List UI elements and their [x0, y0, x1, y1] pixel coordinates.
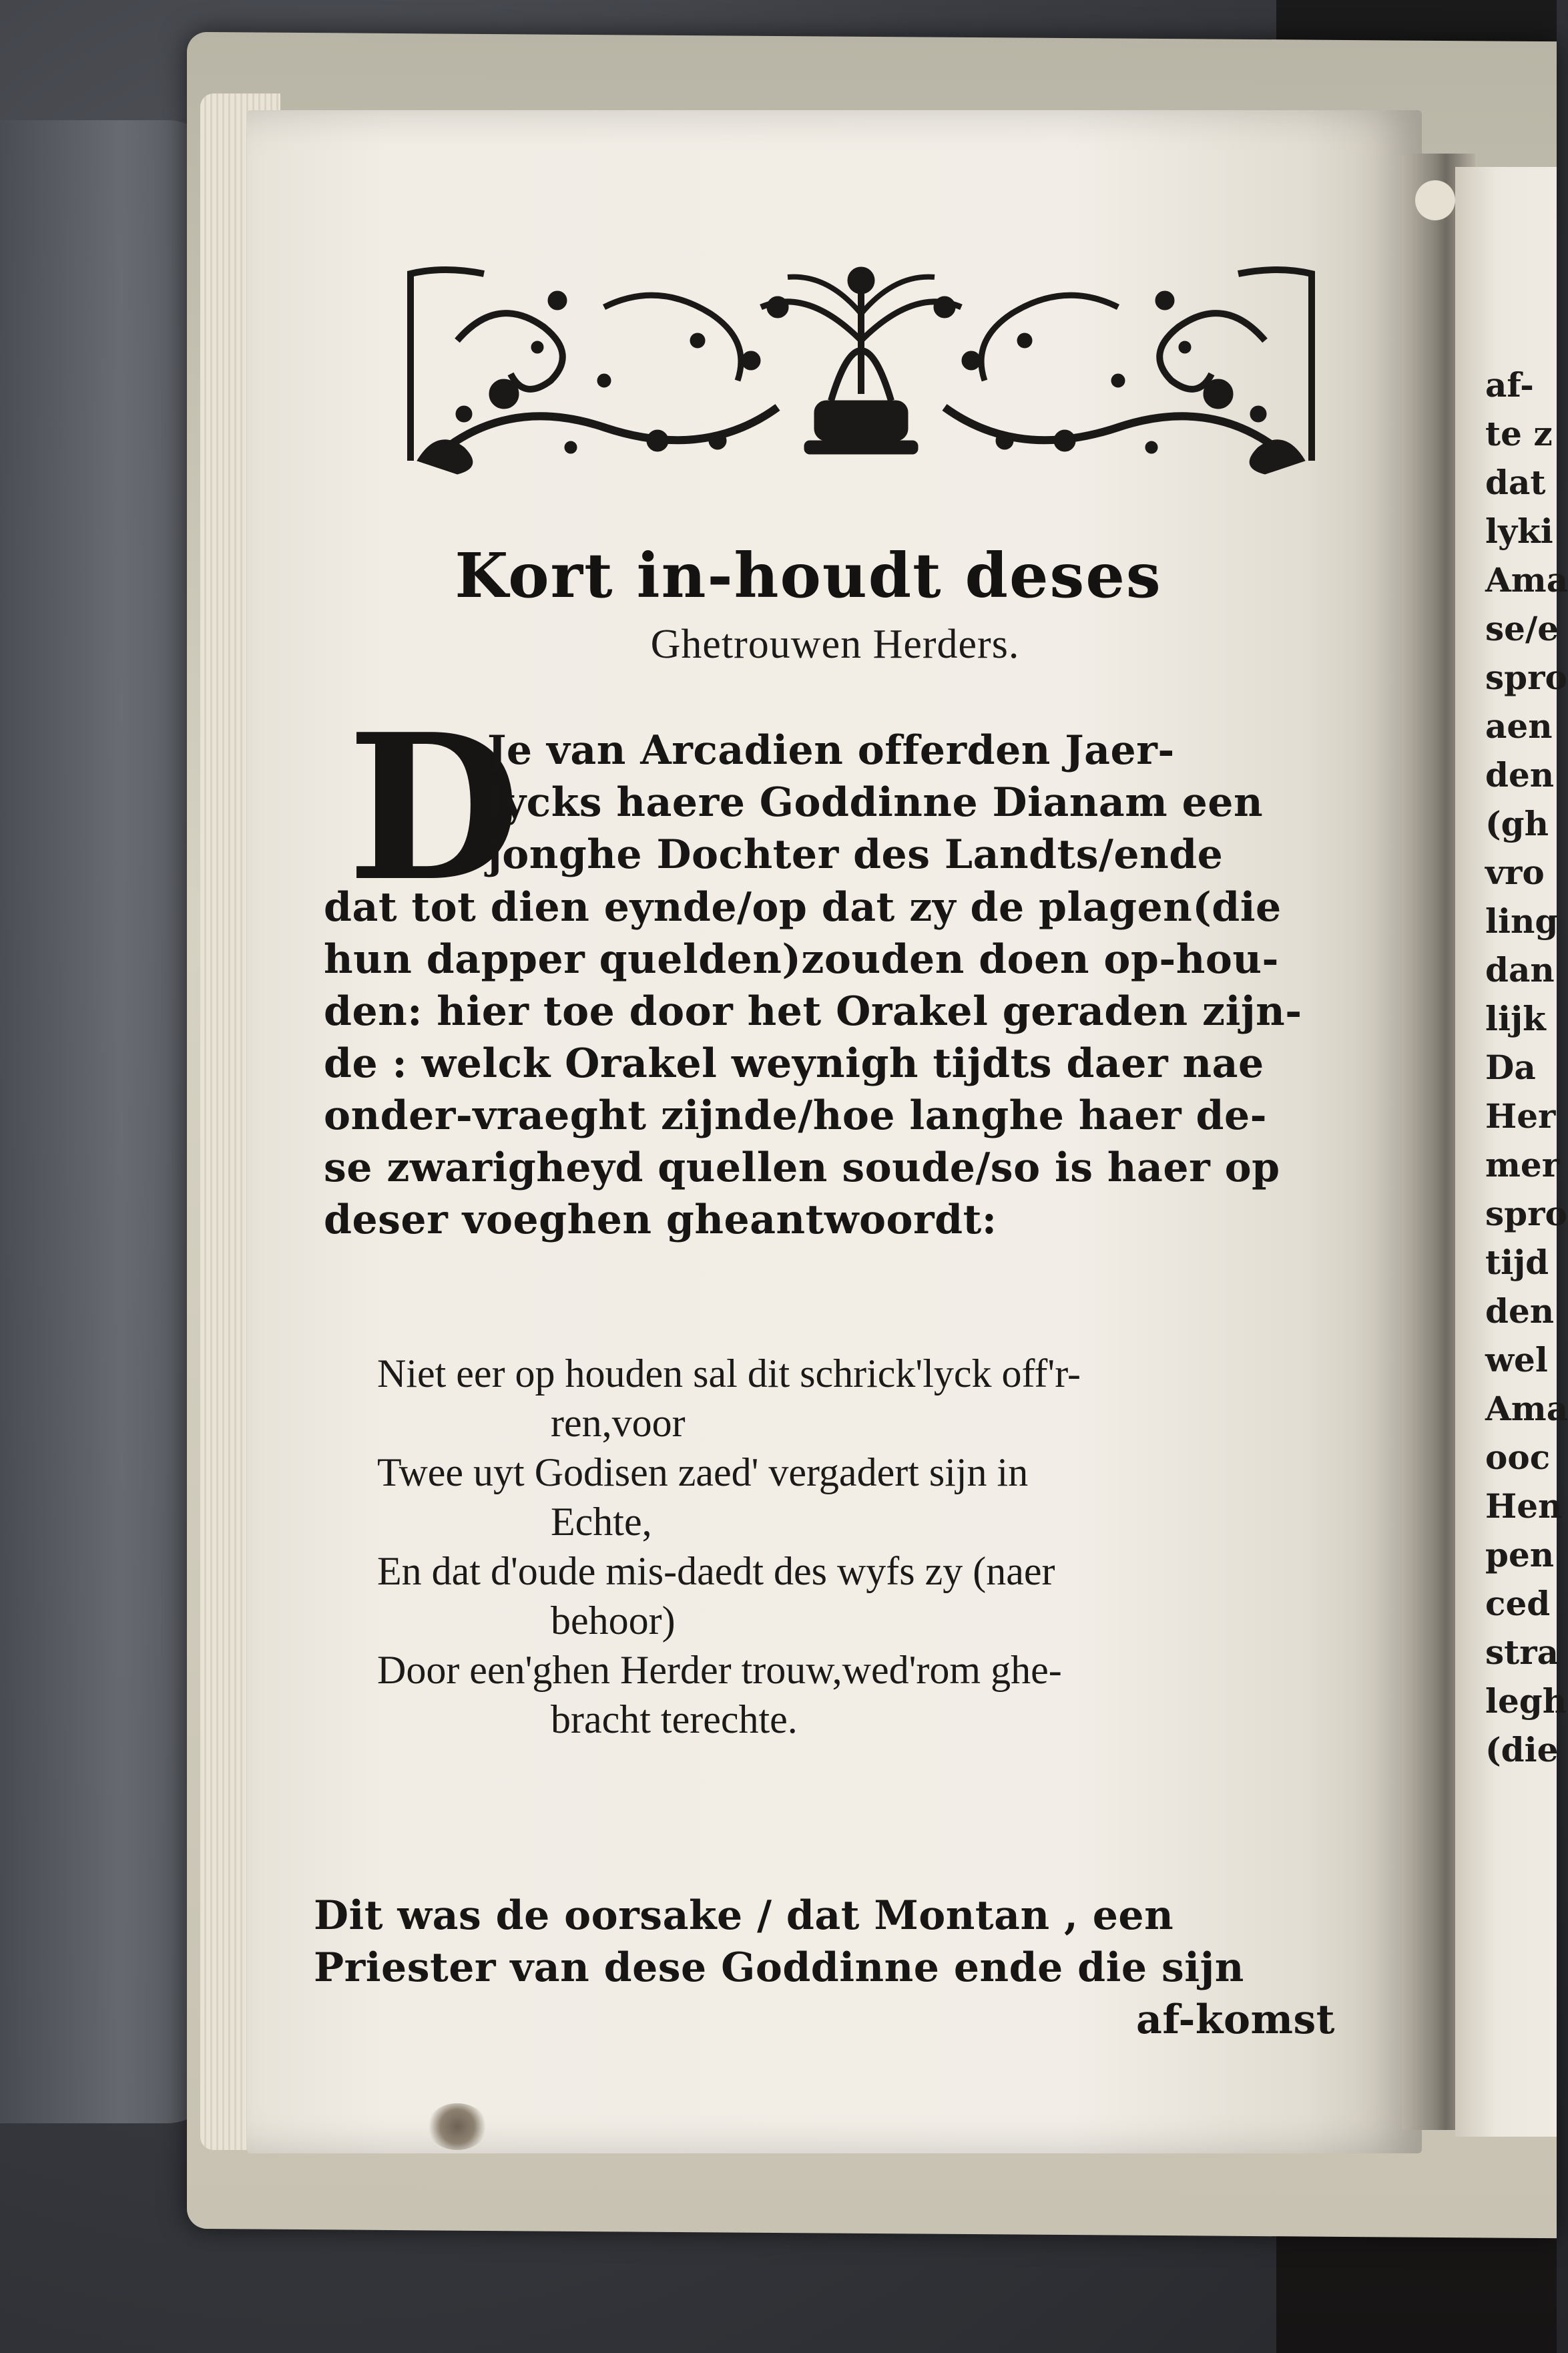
- verse-continuation: behoor): [551, 1598, 676, 1643]
- right-page-fragment: dat: [1485, 463, 1546, 502]
- verse-continuation: bracht terechte.: [551, 1697, 798, 1741]
- spine-wear: [1415, 180, 1455, 220]
- right-page-fragment: lijk: [1485, 999, 1546, 1038]
- right-page-fragment: den: [1485, 1291, 1555, 1331]
- text-line: hun dapper quelden)zouden doen op-hou-: [324, 936, 1279, 983]
- right-page-fragment: wel: [1485, 1340, 1548, 1379]
- right-page-fragment: stra: [1485, 1633, 1559, 1672]
- text-line: se zwarigheyd quellen soude/so is haer op: [324, 1144, 1280, 1191]
- right-page-fragment: aen: [1485, 706, 1553, 746]
- verse-line: En dat d'oude mis-daedt des wyfs zy (naer: [377, 1549, 1055, 1593]
- right-page-fragment: tijd: [1485, 1243, 1549, 1282]
- floral-headpiece-ornament: [404, 260, 1318, 474]
- intro-paragraph: [324, 881, 1365, 1246]
- text-line: Priester van dese Goddinne ende die sijn: [314, 1944, 1244, 1991]
- right-page-fragment: pen: [1485, 1535, 1555, 1574]
- right-page-fragment: dan: [1485, 950, 1555, 990]
- drop-capital: D: [347, 690, 521, 925]
- right-page-fragment: vro: [1485, 853, 1545, 892]
- oracle-verse: [377, 1349, 1365, 1744]
- right-page-fragment: mer: [1485, 1145, 1560, 1185]
- verse-continuation: Echte,: [551, 1500, 652, 1544]
- text-line: deser voeghen gheantwoordt:: [324, 1197, 997, 1243]
- page-stain: [427, 2103, 487, 2150]
- right-page-fragment: af-: [1485, 365, 1534, 405]
- right-page-fragment: Da: [1485, 1048, 1536, 1087]
- right-page-fragment: (die: [1485, 1730, 1559, 1769]
- closing-paragraph: [314, 1890, 1355, 2046]
- right-page-fragment: (gh: [1485, 804, 1549, 843]
- text-line: Dit was de oorsake / dat Montan , een: [314, 1892, 1174, 1939]
- page-subtitle: Ghetrouwen Herders.: [650, 622, 1020, 667]
- right-page-fragment: Ama: [1485, 1389, 1568, 1428]
- right-page-fragment: lyki: [1485, 511, 1553, 551]
- right-page-fragment: spro: [1485, 658, 1567, 697]
- verse-continuation: ren,voor: [551, 1401, 686, 1445]
- intro-paragraph-first-lines: [487, 724, 1355, 881]
- right-page-fragment: legh: [1485, 1681, 1567, 1721]
- right-page-fragment: ooc: [1485, 1438, 1551, 1477]
- text-line: dat tot dien eynde/op dat zy de plagen(die: [324, 884, 1282, 931]
- catchword: af-komst: [1135, 1996, 1335, 2043]
- right-page-fragment: Her: [1485, 1096, 1556, 1136]
- right-page-fragment: Ama: [1485, 560, 1568, 600]
- right-page-fragment: ced: [1485, 1584, 1551, 1623]
- text-line: den: hier toe door het Orakel geraden zijn-: [324, 988, 1302, 1035]
- right-page-fragment: Hen: [1485, 1486, 1563, 1526]
- right-page-fragment: den: [1485, 755, 1555, 795]
- text-line: de : welck Orakel weynigh tijdts daer nae: [324, 1040, 1264, 1087]
- text-line: Je van Arcadien offerden Jaer-: [487, 727, 1175, 774]
- verse-line: Niet eer op houden sal dit schrick'lyck off'r-: [377, 1351, 1081, 1396]
- right-page-fragment: se/e: [1485, 609, 1559, 648]
- right-page-text-fragments: [1485, 361, 1568, 1774]
- right-page-fragment: te z: [1485, 414, 1553, 453]
- text-line: onder-vraeght zijnde/hoe langhe haer de-: [324, 1092, 1268, 1139]
- right-page-fragment: ling: [1485, 901, 1559, 941]
- verse-line: Twee uyt Godisen zaed' vergadert sijn in: [377, 1450, 1029, 1494]
- text-line: jonghe Dochter des Landts/ende: [487, 831, 1224, 878]
- right-page-fragment: spro: [1485, 1194, 1567, 1233]
- verse-line: Door een'ghen Herder trouw,wed'rom ghe-: [377, 1648, 1062, 1692]
- page-title: Kort in-houdt deses: [455, 540, 1162, 612]
- text-line: lycks haere Goddinne Dianam een: [487, 779, 1264, 826]
